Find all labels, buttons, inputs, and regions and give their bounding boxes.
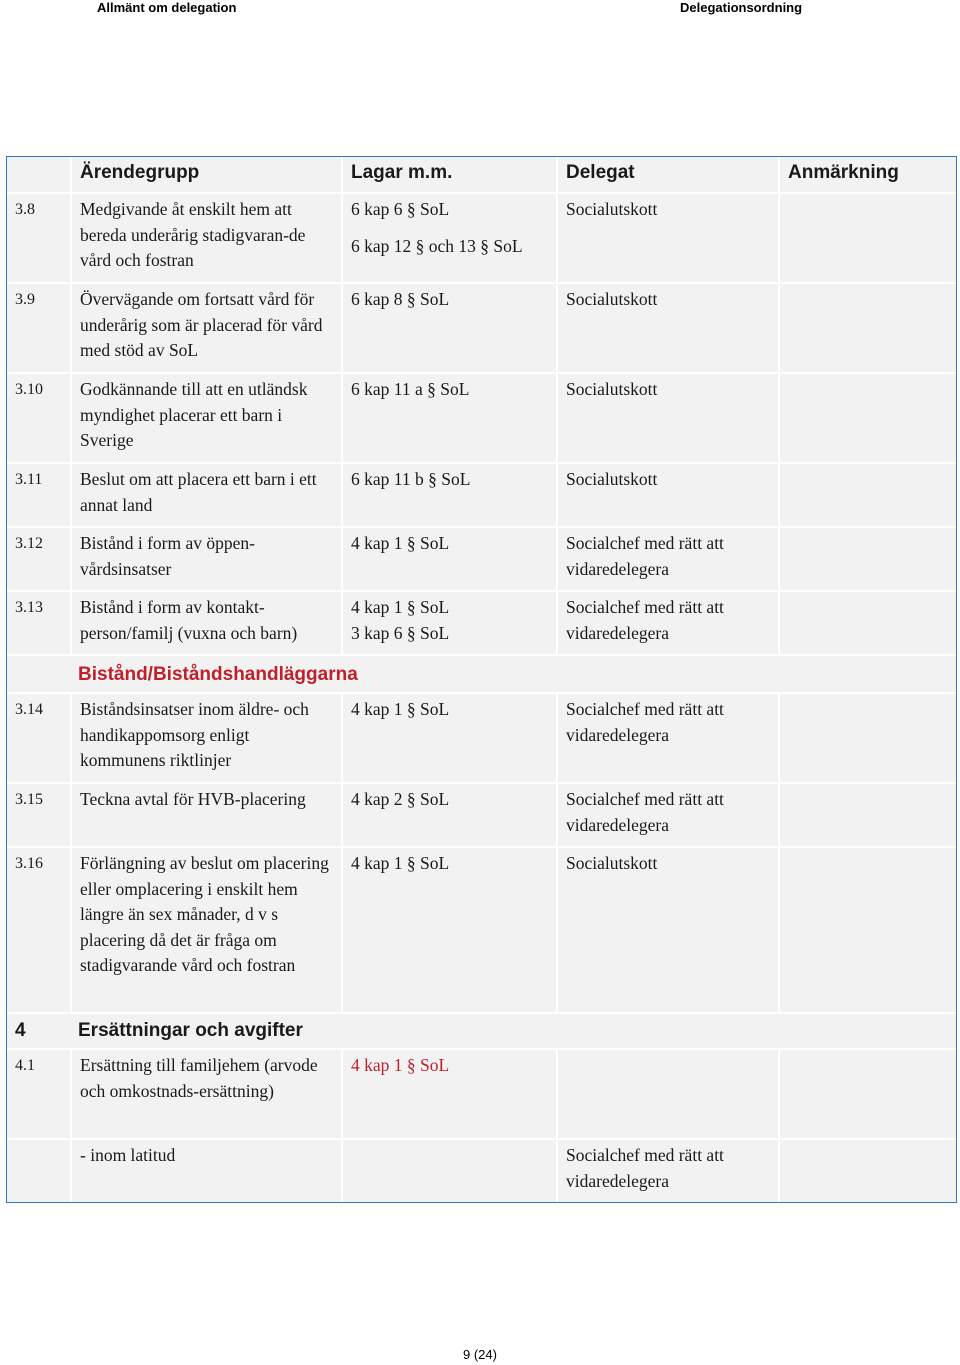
table-row	[7, 1048, 956, 1138]
row-anmarkning	[778, 1140, 956, 1202]
row-delegat: Socialchef med rätt att vidaredelegera	[556, 1140, 778, 1202]
row-description: Övervägande om fortsatt vård för underårig som är placerad för vård med stöd av SoL	[70, 284, 341, 372]
row-number: 3.15	[15, 791, 43, 808]
row-number: 3.13	[15, 599, 43, 616]
row-law: 6 kap 11 a § SoL	[341, 374, 556, 462]
row-anmarkning	[778, 528, 956, 590]
row-law: 4 kap 1 § SoL	[341, 1050, 556, 1138]
row-anmarkning	[778, 464, 956, 526]
row-delegat: Socialutskott	[556, 374, 778, 462]
row-law: 4 kap 1 § SoL	[341, 848, 556, 1012]
section-title-bistand: Bistånd/Biståndshandläggarna	[78, 664, 358, 685]
section-heading-row	[7, 1012, 956, 1048]
row-delegat: Socialchef med rätt att vidaredelegera	[556, 784, 778, 846]
table-row	[7, 462, 956, 526]
row-law-line: 6 kap 12 § och 13 § SoL	[351, 235, 523, 256]
row-law: 4 kap 1 § SoL	[341, 694, 556, 782]
page-number: 9 (24)	[463, 1347, 497, 1362]
row-law-line: 4 kap 1 § SoL	[351, 597, 450, 617]
row-law: 6 kap 8 § SoL	[341, 284, 556, 372]
row-law-line: 3 kap 6 § SoL	[351, 622, 450, 643]
table-row	[7, 692, 956, 782]
row-anmarkning	[778, 784, 956, 846]
row-delegat: Socialchef med rätt att vidaredelegera	[556, 592, 778, 654]
row-law	[341, 592, 556, 654]
row-law: 6 kap 11 b § SoL	[341, 464, 556, 526]
row-law: 4 kap 1 § SoL	[341, 528, 556, 590]
section-number: 4	[15, 1020, 26, 1041]
row-delegat: Socialutskott	[556, 464, 778, 526]
row-number: 3.16	[15, 855, 43, 872]
row-description: Medgivande åt enskilt hem att bereda underårig stadigvaran-de vård och fostran	[70, 194, 341, 282]
table-row	[7, 372, 956, 462]
row-number: 4.1	[15, 1057, 35, 1074]
row-description: Bistånd i form av öppen-vårdsinsatser	[70, 528, 341, 590]
column-header-delegat: Delegat	[556, 157, 778, 192]
column-header-anmarkning: Anmärkning	[778, 157, 956, 192]
row-delegat: Socialchef med rätt att vidaredelegera	[556, 694, 778, 782]
row-law: 4 kap 2 § SoL	[341, 784, 556, 846]
row-number: 3.9	[15, 291, 35, 308]
table-row	[7, 282, 956, 372]
table-row	[7, 782, 956, 846]
row-anmarkning	[778, 194, 956, 282]
row-number: 3.8	[15, 201, 35, 218]
document-header-right: Delegationsordning	[680, 0, 803, 15]
row-number: 3.11	[15, 471, 43, 488]
row-description: Bistånd i form av kontakt-person/familj (vuxna och barn)	[70, 592, 341, 654]
row-delegat: Socialutskott	[556, 284, 778, 372]
row-description: Teckna avtal för HVB-placering	[70, 784, 341, 846]
row-delegat: Socialutskott	[556, 194, 778, 282]
section-title-ersattningar: Ersättningar och avgifter	[78, 1020, 303, 1041]
row-anmarkning	[778, 592, 956, 654]
row-description: Ersättning till familjehem (arvode och omkostnads-ersättning)	[70, 1050, 341, 1138]
table-row	[7, 1138, 956, 1202]
row-description: Beslut om att placera ett barn i ett annat land	[70, 464, 341, 526]
row-delegat	[556, 1050, 778, 1138]
row-law-line: 6 kap 6 § SoL	[351, 199, 450, 219]
row-description: Godkännande till att en utländsk myndighet placerar ett barn i Sverige	[70, 374, 341, 462]
row-number: 3.10	[15, 381, 43, 398]
row-anmarkning	[778, 284, 956, 372]
table-row	[7, 526, 956, 590]
row-law	[341, 194, 556, 282]
row-description: Biståndsinsatser inom äldre- och handikappomsorg enligt kommunens riktlinjer	[70, 694, 341, 782]
row-anmarkning	[778, 694, 956, 782]
row-number: 3.14	[15, 701, 43, 718]
document-header-left: Allmänt om delegation	[97, 0, 237, 15]
row-anmarkning	[778, 1050, 956, 1138]
table-row	[7, 590, 956, 654]
row-delegat: Socialutskott	[556, 848, 778, 1012]
column-header-arendegrupp: Ärendegrupp	[70, 157, 341, 192]
row-number: 3.12	[15, 535, 43, 552]
section-num-cell	[7, 656, 70, 692]
table-header-row	[7, 157, 956, 192]
table-row	[7, 192, 956, 282]
row-law	[341, 1140, 556, 1202]
row-anmarkning	[778, 848, 956, 1012]
row-anmarkning	[778, 374, 956, 462]
section-heading-row	[7, 654, 956, 692]
row-description: - inom latitud	[70, 1140, 341, 1202]
header-num-cell	[7, 157, 70, 192]
row-number	[7, 1140, 70, 1202]
row-description: Förlängning av beslut om placering eller omplacering i enskilt hem längre än sex månader, d v s placering då det är fråga om stadigvarande vård och fostran	[70, 848, 341, 1012]
column-header-lagar: Lagar m.m.	[341, 157, 556, 192]
table-row	[7, 846, 956, 1012]
row-delegat: Socialchef med rätt att vidaredelegera	[556, 528, 778, 590]
delegation-table	[6, 156, 957, 1203]
